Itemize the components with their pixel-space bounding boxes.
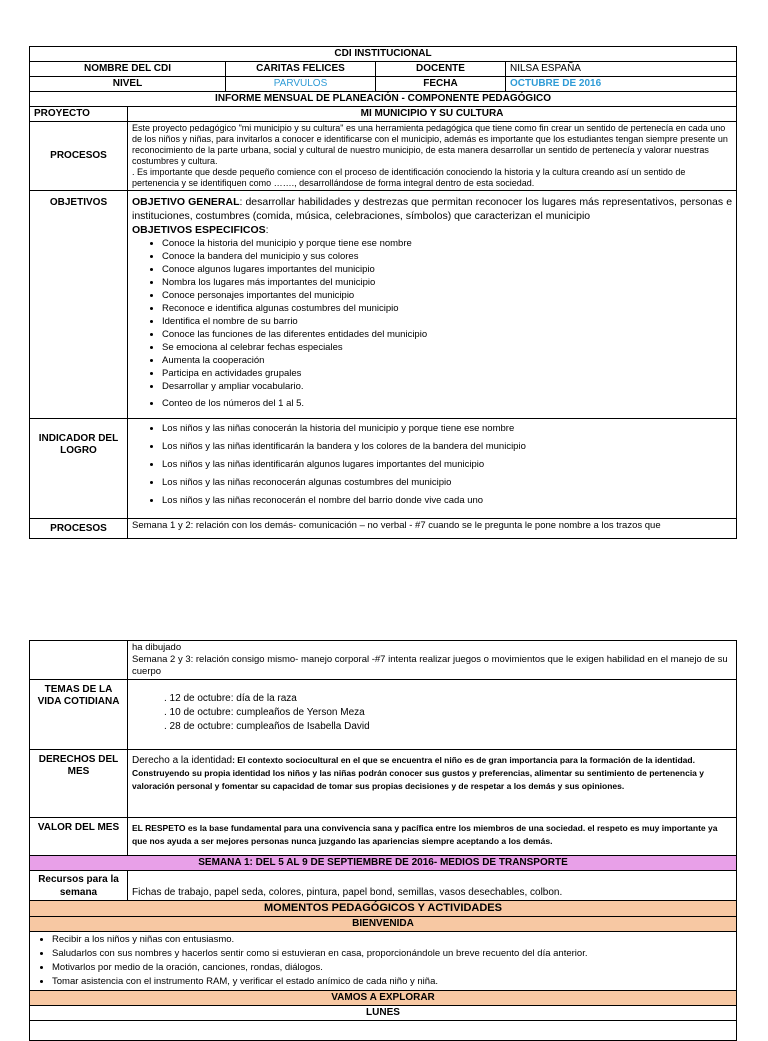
objetivo-general-text: : desarrollar habilidades y destrezas que permitan reconocer los lugares más representativos, personas e instituciones, costumbres (comida, música, celebraciones, símbolos) que caracterizan el municipio: [132, 196, 733, 222]
procesos2-label: PROCESOS: [30, 519, 128, 539]
derechos-cell: [128, 750, 737, 818]
procesos-paragraph-1: Este proyecto pedagógico "mi municipio y su cultura" es una herramienta pedagógica que tiene como fin crear un sentido de pertenecía en cada uno de los niños y niñas, para invitarlos a conocer e identificarse con el municipio, además es importante que los estudiantes tengan siempre presente un reconocimiento de la parte urbana, social y cultural de nuestro municipio, de esta manera desarrollar un sentido de pertenecía y valorar nuestras costumbres y cultura.: [132, 123, 728, 166]
cdi-title: CDI INSTITUCIONAL: [30, 47, 737, 62]
list-item: • Los niños y las niñas reconocerán el nombre del barrio donde vive cada uno: [162, 492, 732, 510]
derechos-lead: Derecho a la identidad: [132, 755, 233, 766]
list-item: • Saludarlos con sus nombres y hacerlos sentir como si estuvieran en casa, proporcionándole un breve recuento del día anterior.: [52, 947, 732, 961]
lunes-title: LUNES: [30, 1006, 737, 1021]
docente-label: DOCENTE: [376, 62, 506, 77]
list-item: • Conoce personajes importantes del municipio: [162, 289, 732, 302]
page-2: [0, 640, 768, 1041]
semana-title: SEMANA 1: DEL 5 AL 9 DE SEPTIEMBRE DE 2016- MEDIOS DE TRANSPORTE: [30, 856, 737, 871]
nivel-value: PARVULOS: [226, 77, 376, 92]
list-item: . 10 de octubre: cumpleaños de Yerson Meza: [164, 707, 365, 718]
list-item: • Reconoce e identifica algunas costumbres del municipio: [162, 302, 732, 315]
indicador-cell: [128, 419, 737, 519]
list-item: • Los niños y las niñas reconocerán algunas costumbres del municipio: [162, 474, 732, 492]
fecha-label: FECHA: [376, 77, 506, 92]
indicador-label: INDICADOR DEL LOGRO: [30, 419, 128, 519]
list-item: • Los niños y las niñas identificarán algunos lugares importantes del municipio: [162, 456, 732, 474]
bienvenida-list: [34, 933, 732, 989]
procesos2-line2: ha dibujado: [132, 642, 182, 653]
fecha-value: OCTUBRE DE 2016: [506, 77, 737, 92]
planning-table-bottom: [29, 640, 737, 1041]
list-item: • Conteo de los números del 1 al 5.: [162, 397, 732, 410]
objetivos-especificos-colon: :: [265, 224, 269, 236]
recursos-text: Fichas de trabajo, papel seda, colores, pintura, papel bond, semillas, vasos desechables, colbon.: [128, 871, 737, 901]
list-item: • Desarrollar y ampliar vocabulario.: [162, 380, 732, 393]
list-item: • Conoce algunos lugares importantes del municipio: [162, 263, 732, 276]
informe-title: INFORME MENSUAL DE PLANEACIÓN - COMPONENTE PEDAGÓGICO: [30, 92, 737, 107]
nombre-value: CARITAS FELICES: [226, 62, 376, 77]
page-1: [0, 46, 768, 539]
objetivos-label: OBJETIVOS: [30, 191, 128, 419]
list-item: . 12 de octubre: día de la raza: [164, 693, 297, 704]
list-item: • Motivarlos por medio de la oración, canciones, rondas, diálogos.: [52, 961, 732, 975]
valor-label: VALOR DEL MES: [30, 818, 128, 856]
nivel-label: NIVEL: [30, 77, 226, 92]
list-item: • Conoce la bandera del municipio y sus colores: [162, 250, 732, 263]
procesos2-continued: [128, 641, 737, 680]
bienvenida-title: BIENVENIDA: [30, 917, 737, 932]
objetivo-general-label: OBJETIVO GENERAL: [132, 196, 240, 208]
list-item: • Aumenta la cooperación: [162, 354, 732, 367]
list-item: • Identifica el nombre de su barrio: [162, 315, 732, 328]
proyecto-value: MI MUNICIPIO Y SU CULTURA: [128, 107, 737, 122]
indicador-list: [132, 420, 732, 510]
list-item: • Los niños y las niñas conocerán la historia del municipio y porque tiene ese nombre: [162, 420, 732, 438]
list-item: • Participa en actividades grupales: [162, 367, 732, 380]
docente-value: NILSA ESPAÑA: [506, 62, 737, 77]
list-item: • Nombra los lugares más importantes del municipio: [162, 276, 732, 289]
temas-label: TEMAS DE LA VIDA COTIDIANA: [30, 680, 128, 750]
recursos-label: Recursos para la semana: [30, 871, 128, 901]
list-item: • Se emociona al celebrar fechas especiales: [162, 341, 732, 354]
procesos-label: PROCESOS: [30, 122, 128, 191]
objetivos-especificos-label: OBJETIVOS ESPECIFICOS: [132, 224, 266, 236]
proyecto-label: PROYECTO: [30, 107, 128, 122]
planning-table-top: [29, 46, 737, 539]
procesos-text: [128, 122, 737, 191]
temas-cell: [128, 680, 737, 750]
bienvenida-cell: [30, 932, 737, 991]
nombre-label: NOMBRE DEL CDI: [30, 62, 226, 77]
list-item: . 28 de octubre: cumpleaños de Isabella David: [164, 721, 370, 732]
list-item: • Los niños y las niñas identificarán la bandera y los colores de la bandera del municipio: [162, 438, 732, 456]
objetivos-list: [132, 237, 732, 410]
procesos2-line3: Semana 2 y 3: relación consigo mismo- manejo corporal -#7 intenta realizar juegos o movimientos que le exigen habilidad en el manejo de su cuerpo: [132, 654, 728, 677]
momentos-title: MOMENTOS PEDAGÓGICOS Y ACTIVIDADES: [30, 901, 737, 917]
list-item: • Recibir a los niños y niñas con entusiasmo.: [52, 933, 732, 947]
procesos2-empty-cell: [30, 641, 128, 680]
objetivos-cell: [128, 191, 737, 419]
explorar-title: VAMOS A EXPLORAR: [30, 991, 737, 1006]
procesos2-line1: Semana 1 y 2: relación con los demás- comunicación – no verbal - #7 cuando se le pregunta le pone nombre a los trazos que: [128, 519, 737, 539]
list-item: • Conoce las funciones de las diferentes entidades del municipio: [162, 328, 732, 341]
procesos-paragraph-2: . Es importante que desde pequeño comience con el proceso de identificación conociendo la historia y la cultura creando así un sentido de pertenencia y se identifiquen como ……., desarrollándose de forma integral dentro de esta sociedad.: [132, 167, 686, 188]
valor-text: EL RESPETO es la base fundamental para una convivencia sana y pacífica entre los miembros de una sociedad. el respeto es muy importante ya que nos ayuda a ser mejores personas nunca juzgando las apariencias siempre aceptando a los demás.: [128, 818, 737, 856]
list-item: • Conoce la historia del municipio y porque tiene ese nombre: [162, 237, 732, 250]
list-item: • Tomar asistencia con el instrumento RAM, y verificar el estado anímico de cada niño y niña.: [52, 975, 732, 989]
derechos-text: : El contexto sociocultural en el que se encuentra el niño es de gran importancia para la formación de la identidad. Construyendo su propia identidad los niños y las niñas podrán conocer sus gustos y preferencias, alimentar su sentimiento de pertenencia y valoración personal y fomentar su capacidad de tomar sus propias decisiones y de respetar a los demás y sus opiniones.: [132, 755, 704, 791]
derechos-label: DERECHOS DEL MES: [30, 750, 128, 818]
